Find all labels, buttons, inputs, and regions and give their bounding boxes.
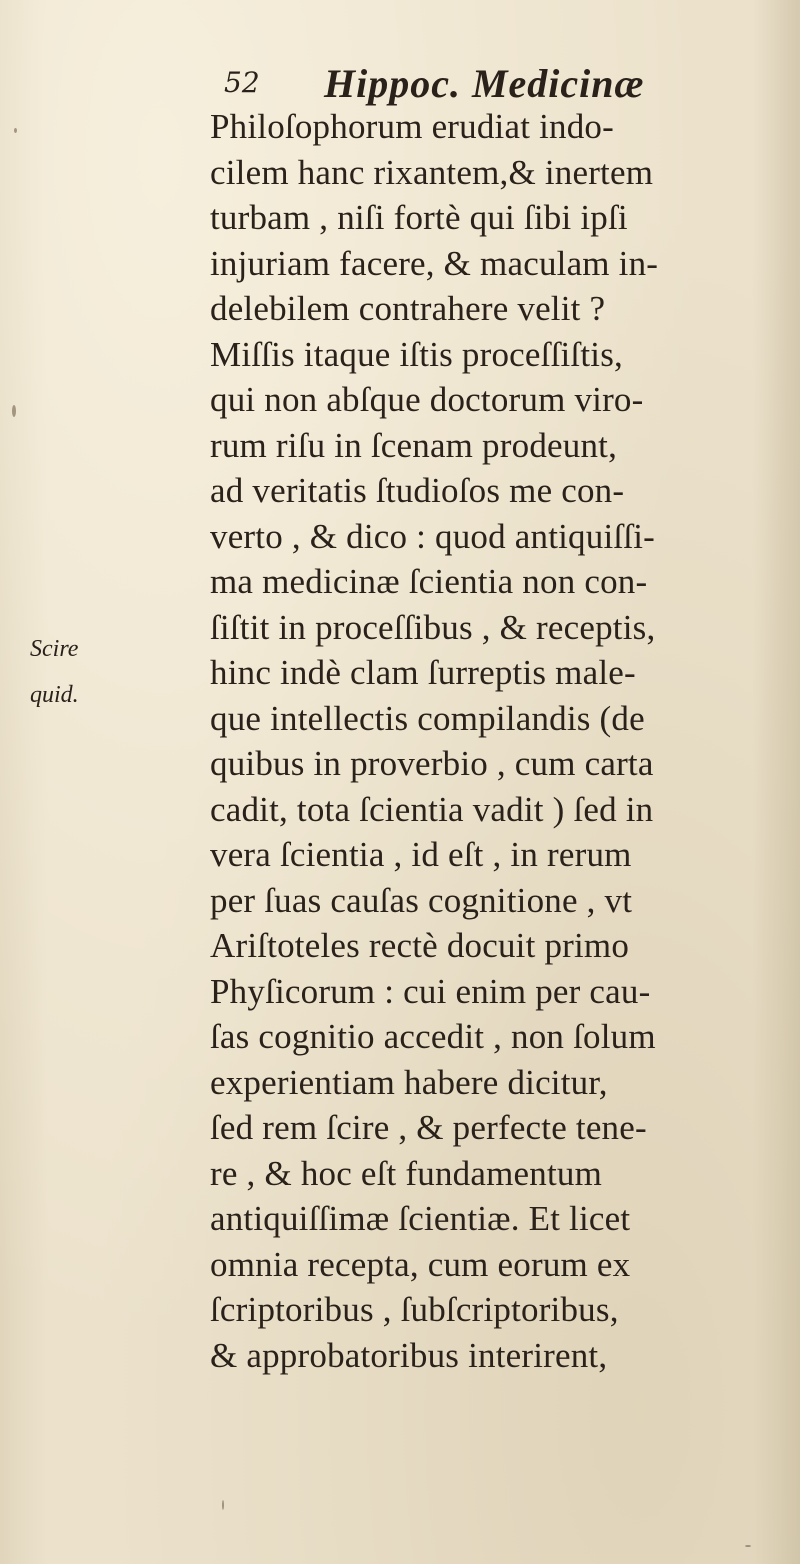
text-line: antiquiſſimæ ſcientiæ. Et licet [210,1199,631,1238]
text-line: ma medicinæ ſcientia non con- [210,562,648,601]
text-line: turbam , niſi fortè qui ſibi ipſi [210,198,628,237]
paper-speck [12,405,16,417]
text-line: injuriam facere, & maculam in- [210,243,659,283]
text-line: ſed rem ſcire , & perfecte tene- [210,1108,647,1147]
marginal-note-line: Scire [30,636,79,662]
text-line: re , & hoc eſt fundamentum [210,1153,603,1193]
text-line: Miſſis itaque iſtis proceſſiſtis, [210,334,623,374]
text-line: hinc indè clam ſurreptis male- [210,653,636,692]
paper-speck [222,1500,224,1510]
text-line: cilem hanc rixantem,& inertem [210,152,654,192]
page-header [224,60,764,110]
text-line: quibus in proverbio , cum carta [210,744,654,783]
text-line: ad veritatis ſtudioſos me con- [210,471,625,510]
marginal-note-line: quid. [30,682,79,708]
marginal-note [30,626,160,718]
text-line: qui non abſque doctorum viro- [210,380,644,419]
text-line: ſiſtit in proceſſibus , & receptis, [210,607,656,647]
text-line: cadit, tota ſcientia vadit ) ſed in [210,789,654,829]
text-line: & approbatoribus interirent, [210,1335,608,1375]
text-line: experientiam habere dicitur, [210,1062,608,1102]
text-line: vera ſcientia , id eſt , in rerum [210,835,632,874]
text-line: que intellectis compilandis (de [210,698,645,738]
text-line: ſcriptoribus , ſubſcriptoribus, [210,1290,619,1329]
text-line: ſas cognitio accedit , non ſolum [210,1017,656,1056]
running-title: Hippoc. Medicinæ [324,61,645,106]
text-line: Ariſtoteles rectè docuit primo [210,926,630,965]
text-line: omnia recepta, cum eorum ex [210,1244,631,1284]
paper-speck [745,1545,751,1547]
paper-speck [14,128,17,133]
page-number: 52 [224,66,260,99]
text-line: delebilem contrahere velit ? [210,289,606,328]
text-line: Phyſicorum : cui enim per cau- [210,971,651,1011]
text-line: verto , & dico : quod antiquiſſi- [210,516,656,556]
body-text [210,104,770,1378]
text-line: rum riſu in ſcenam prodeunt, [210,425,618,465]
text-line: Philoſophorum erudiat indo- [210,107,614,146]
text-line: per ſuas cauſas cognitione , vt [210,880,633,920]
